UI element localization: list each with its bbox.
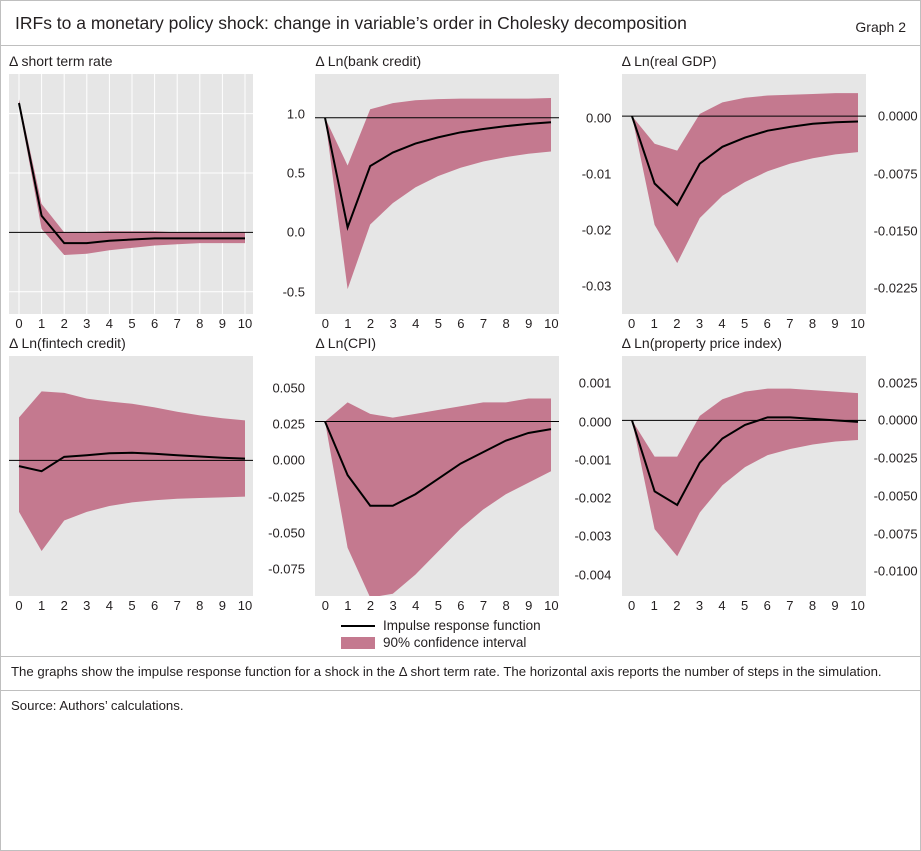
x-tick-label: 0 — [628, 598, 636, 613]
y-tick-label: 0.001 — [578, 375, 612, 391]
x-tick-label: 2 — [673, 316, 681, 331]
x-tick-label: 3 — [695, 598, 704, 613]
x-tick-label: 10 — [544, 598, 559, 613]
y-tick-label: 0.0 — [286, 224, 305, 240]
chart-plot-5 — [622, 356, 919, 614]
graph-number-label: Graph 2 — [855, 19, 906, 35]
x-tick-label: 2 — [60, 316, 68, 331]
chart-title-0: Δ short term rate — [9, 53, 113, 69]
chart-plot-1 — [315, 74, 612, 332]
y-tick-label: -0.5 — [282, 284, 305, 300]
x-tick-label: 8 — [808, 316, 817, 331]
y-tick-label: 0.0000 — [877, 412, 918, 428]
x-tick-label: 7 — [173, 598, 181, 613]
y-tick-label: -0.001 — [574, 452, 612, 468]
confidence-band-4 — [325, 399, 551, 596]
chart-panel-2 — [614, 50, 920, 332]
chart-plot-3 — [9, 356, 306, 614]
x-tick-label: 1 — [344, 316, 352, 331]
y-axis-labels-3 — [255, 356, 315, 596]
x-tick-label: 9 — [525, 316, 533, 331]
y-axis-labels-0 — [255, 74, 315, 314]
legend-item-line — [341, 618, 541, 633]
x-tick-label: 0 — [321, 598, 329, 613]
x-axis-labels-3 — [9, 598, 253, 616]
x-tick-label: 3 — [389, 316, 397, 331]
chart-legend — [341, 618, 920, 650]
chart-panel-4 — [307, 332, 613, 614]
legend-item-band — [341, 635, 526, 650]
chart-panel-5 — [614, 332, 920, 614]
x-tick-label: 1 — [37, 598, 46, 613]
y-tick-label: 0.000 — [272, 452, 305, 468]
y-tick-label: -0.0075 — [873, 166, 918, 182]
y-tick-label: -0.0150 — [873, 223, 918, 239]
x-tick-label: 0 — [15, 598, 23, 613]
charts-row-bottom — [1, 332, 920, 614]
x-tick-label: 0 — [628, 316, 636, 331]
x-tick-label: 6 — [763, 316, 771, 331]
legend-band-label: 90% confidence interval — [383, 635, 527, 650]
charts-grid — [1, 46, 920, 614]
chart-plot-0 — [9, 74, 306, 332]
y-tick-label: -0.0075 — [873, 526, 918, 542]
x-tick-label: 8 — [196, 316, 204, 331]
plot-area-0 — [9, 74, 253, 314]
legend-line-label: Impulse response function — [383, 618, 541, 633]
x-tick-label: 5 — [741, 316, 749, 331]
plot-svg-0 — [9, 74, 253, 314]
x-tick-label: 5 — [128, 316, 136, 331]
x-tick-label: 3 — [695, 316, 704, 331]
y-tick-label: -0.0025 — [873, 450, 918, 466]
x-tick-label: 2 — [366, 598, 375, 613]
plot-area-5 — [622, 356, 866, 596]
x-tick-label: 9 — [831, 316, 839, 331]
x-tick-label: 5 — [434, 316, 442, 331]
x-tick-label: 4 — [105, 316, 114, 331]
y-axis-labels-1 — [561, 74, 621, 314]
x-tick-label: 7 — [786, 598, 794, 613]
x-tick-label: 10 — [850, 316, 865, 331]
confidence-band-1 — [325, 98, 551, 289]
x-tick-label: 5 — [741, 598, 749, 613]
y-tick-label: 0.025 — [272, 416, 305, 432]
chart-title-4: Δ Ln(CPI) — [315, 335, 377, 351]
x-tick-label: 6 — [150, 598, 159, 613]
figure-note: The graphs show the impulse response function for a shock in the Δ short term rate. The horizontal axis reports the number of steps in the simulation. — [11, 664, 882, 679]
x-tick-label: 4 — [105, 598, 114, 613]
plot-svg-2 — [622, 74, 866, 314]
x-tick-label: 9 — [831, 598, 839, 613]
x-tick-label: 7 — [479, 598, 488, 613]
x-tick-label: 2 — [366, 316, 375, 331]
x-axis-labels-4 — [315, 598, 559, 616]
y-tick-label: -0.0050 — [873, 488, 918, 504]
x-tick-label: 9 — [525, 598, 533, 613]
x-tick-label: 1 — [650, 598, 658, 613]
chart-panel-1 — [307, 50, 613, 332]
plot-area-1 — [315, 74, 559, 314]
x-tick-label: 10 — [237, 598, 253, 613]
x-tick-label: 4 — [412, 316, 420, 331]
x-tick-label: 2 — [673, 598, 681, 613]
chart-title-3: Δ Ln(fintech credit) — [9, 335, 126, 351]
chart-title-2: Δ Ln(real GDP) — [621, 53, 717, 69]
y-tick-label: -0.0225 — [873, 280, 918, 296]
y-tick-label: -0.002 — [574, 490, 612, 506]
chart-title-1: Δ Ln(bank credit) — [315, 53, 422, 69]
y-tick-label: -0.004 — [574, 567, 612, 583]
plot-area-4 — [315, 356, 559, 596]
x-tick-label: 1 — [37, 316, 46, 331]
y-tick-label: 0.5 — [286, 165, 305, 181]
plot-svg-3 — [9, 356, 253, 596]
x-tick-label: 7 — [479, 316, 488, 331]
y-tick-label: -0.0100 — [873, 563, 918, 579]
x-tick-label: 8 — [808, 598, 817, 613]
x-tick-label: 3 — [389, 598, 397, 613]
y-tick-label: 0.0000 — [877, 108, 918, 124]
x-tick-label: 9 — [218, 598, 227, 613]
y-axis-labels-4 — [561, 356, 621, 596]
x-tick-label: 4 — [718, 316, 726, 331]
x-tick-label: 1 — [650, 316, 658, 331]
plot-svg-5 — [622, 356, 866, 596]
figure-source: Source: Authors’ calculations. — [11, 698, 184, 713]
x-tick-label: 10 — [237, 316, 253, 331]
chart-panel-0 — [1, 50, 307, 332]
x-tick-label: 8 — [502, 598, 510, 613]
x-tick-label: 6 — [457, 598, 465, 613]
x-tick-label: 6 — [150, 316, 159, 331]
y-tick-label: -0.03 — [581, 278, 612, 294]
confidence-band-3 — [19, 391, 245, 551]
x-tick-label: 4 — [412, 598, 420, 613]
y-tick-label: -0.075 — [268, 561, 305, 577]
y-tick-label: 0.050 — [272, 380, 305, 396]
x-tick-label: 3 — [83, 598, 91, 613]
chart-plot-2 — [622, 74, 919, 332]
legend-band-swatch-icon — [341, 637, 375, 649]
x-tick-label: 6 — [457, 316, 465, 331]
chart-title-5: Δ Ln(property price index) — [621, 335, 782, 351]
x-tick-label: 1 — [344, 598, 352, 613]
y-tick-label: 0.000 — [578, 414, 612, 429]
y-tick-label: 0.00 — [586, 110, 612, 126]
y-axis-labels-2 — [868, 74, 921, 314]
y-tick-label: 1.0 — [286, 106, 305, 122]
confidence-band-2 — [632, 93, 858, 263]
x-tick-label: 5 — [434, 598, 442, 613]
x-tick-label: 8 — [196, 598, 204, 613]
y-tick-label: -0.01 — [581, 166, 612, 182]
x-tick-label: 10 — [850, 598, 865, 613]
x-tick-label: 6 — [763, 598, 771, 613]
x-tick-label: 2 — [60, 598, 68, 613]
x-tick-label: 7 — [786, 316, 794, 331]
y-tick-label: -0.02 — [581, 222, 612, 238]
confidence-band-5 — [632, 389, 858, 557]
plot-svg-4 — [315, 356, 559, 596]
plot-area-3 — [9, 356, 253, 596]
y-tick-label: -0.025 — [268, 489, 305, 505]
y-axis-labels-5 — [868, 356, 921, 596]
y-tick-label: -0.003 — [574, 528, 612, 544]
page-title: IRFs to a monetary policy shock: change in variable’s order in Cholesky decomposition — [15, 13, 687, 33]
plot-svg-1 — [315, 74, 559, 314]
legend-line-swatch-icon — [341, 625, 375, 627]
x-tick-label: 0 — [321, 316, 329, 331]
x-tick-label: 7 — [173, 316, 181, 331]
x-tick-label: 0 — [15, 316, 23, 331]
chart-panel-3 — [1, 332, 307, 614]
x-axis-labels-5 — [622, 598, 866, 616]
chart-plot-4 — [315, 356, 612, 614]
charts-row-top — [1, 50, 920, 332]
x-tick-label: 9 — [218, 316, 227, 331]
plot-area-2 — [622, 74, 866, 314]
x-tick-label: 5 — [128, 598, 136, 613]
x-tick-label: 3 — [83, 316, 91, 331]
y-tick-label: 0.0025 — [877, 375, 918, 391]
y-tick-label: -0.050 — [268, 525, 305, 541]
x-tick-label: 10 — [544, 316, 559, 331]
x-tick-label: 4 — [718, 598, 726, 613]
figure-header — [1, 1, 920, 39]
x-tick-label: 8 — [502, 316, 510, 331]
